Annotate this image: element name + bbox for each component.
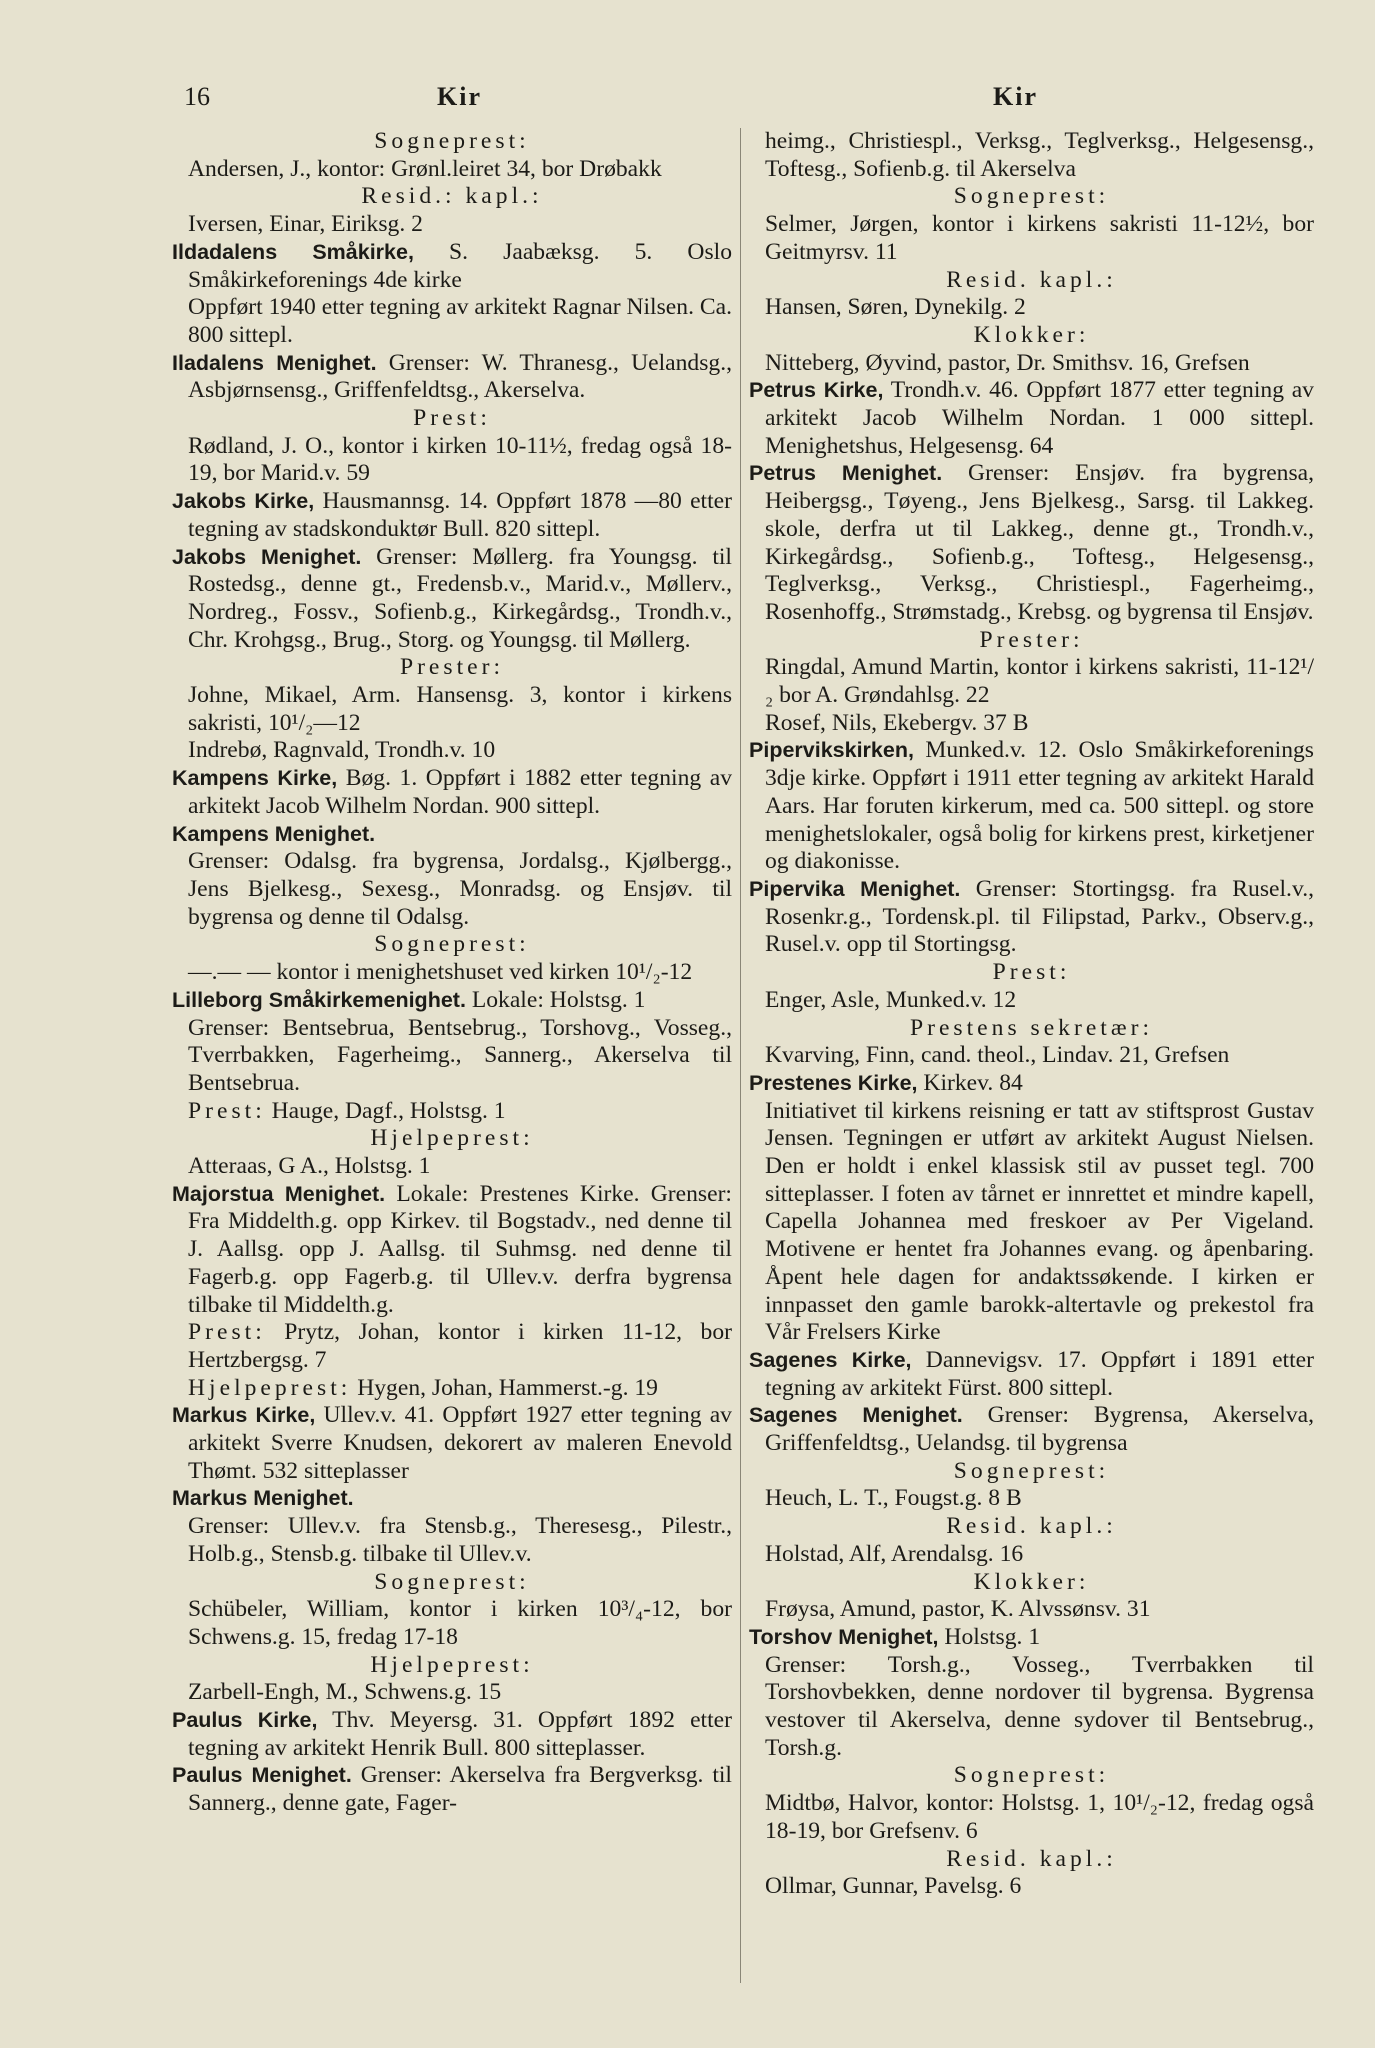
entry-text: Bøg. 1. Oppført i 1882 etter tegning av arkitekt Jacob Wilhelm Nordan. 900 sittepl. xyxy=(188,765,732,819)
entry-text: Selmer, Jørgen, kontor i kirkens sakristi 11-12½, bor Geitmyrsv. 11 xyxy=(765,211,1314,265)
church-entry xyxy=(749,1347,1314,1402)
entry-text: Initiativet til kirkens reisning er tatt av stiftsprost Gustav Jensen. Tegningen er utført av arkitekt August Nielsen. Den er holdt i enkel klassisk stil av pusset tegl. 700 sitteplasser. I foten av tårnet er innrettet et mindre kapell, Capella Johannea med freskoer av Per Vigeland. Motivene er hentet fra Johannes evang. og åpenbaring. Åpent hele dagen for andaktssøkende. I kirken er innpasset den gamle barokk-altertavle og prekestol fra Vår Frelsers Kirke xyxy=(765,1097,1314,1346)
role-line xyxy=(172,1319,732,1374)
entry-name: Pipervikskirken, xyxy=(749,738,914,763)
entry-name: Jakobs Kirke, xyxy=(172,489,315,514)
section-subheading: Hjelpeprest: xyxy=(370,1125,534,1152)
church-entry xyxy=(172,821,732,849)
entry-text: Grenser: Ensjøv. fra bygrensa, Heibergsg., Tøyeng., Jens Bjelkesg., Sarsg. til Lakkeg. skole, derfra ut til Lakkeg., denne gt., Trondh.v., Kirkegårdsg., Sofienb.g., Toftesg., Helgesensg., Teglverksg., Verksg., Christiespl., Fagerheimg., Rosenhoffg., Strømstadg., Krebsg. og bygrensa til Ensjøv. xyxy=(765,460,1315,625)
section-subheading: Prest: xyxy=(413,405,491,432)
entry-name: Majorstua Menighet. xyxy=(172,1181,386,1206)
entry-text: Oppført 1940 etter tegning av arkitekt Ragnar Nilsen. Ca. 800 sittepl. xyxy=(188,294,732,348)
entry-text: Lokale: Prestenes Kirke. Grenser: Fra Middelth.g. opp Kirkev. til Bogstadv., ned denne til J. Aallsg. opp J. Aallsg. til Suhmsg. ned denne til Fagerb.g. opp Fagerb.g. til Ullev.v. derfra bygrensa tilbake til Middelth.g. xyxy=(188,1180,732,1318)
church-entry xyxy=(172,488,732,543)
entry-text: Ringdal, Amund Martin, kontor i kirkens sakristi, 11-12¹/₂ bor A. Grøndahlsg. 22 xyxy=(765,654,1314,709)
role-holder: Hygen, Johan, Hammerst.-g. 19 xyxy=(351,1374,658,1401)
church-entry xyxy=(749,876,1314,959)
section-subheading: Klokker: xyxy=(973,1568,1090,1595)
entry-text: Grenser: Odalsg. fra bygrensa, Jordalsg., Kjølbergg., Jens Bjelkesg., Sexesg., Monradsg. og Ensjøv. til bygrensa og denne til Odalsg. xyxy=(188,848,732,930)
running-head-right: Kir xyxy=(993,82,1038,111)
entry-text: Hansen, Søren, Dynekilg. 2 xyxy=(765,294,1026,321)
section-subheading: Sogneprest: xyxy=(953,1457,1110,1484)
entry-text: Nitteberg, Øyvind, pastor, Dr. Smithsv. 16, Grefsen xyxy=(765,349,1250,376)
church-entry xyxy=(172,544,732,655)
entry-text: Rødland, J. O., kontor i kirken 10-11½, fredag også 18-19, bor Marid.v. 59 xyxy=(188,432,732,487)
church-entry xyxy=(749,737,1314,876)
church-entry xyxy=(172,1707,732,1762)
role-holder: Hauge, Dagf., Holstsg. 1 xyxy=(265,1097,506,1124)
entry-text: Kvarving, Finn, cand. theol., Lindav. 21, Grefsen xyxy=(765,1042,1230,1069)
column-divider xyxy=(740,128,741,1983)
entry-text: Trondh.v. 46. Oppført 1877 etter tegning av arkitekt Jacob Wilhelm Nordan. 1 000 sittepl. Menighetshus, Helgesensg. 64 xyxy=(765,377,1314,459)
entry-text: Hausmannsg. 14. Oppført 1878 —80 etter tegning av stadskonduktør Bull. 820 sittepl. xyxy=(188,488,732,542)
church-entry xyxy=(172,350,732,405)
entry-name: Lilleborg Småkirkemenighet. xyxy=(172,987,466,1012)
entry-text: S. Jaabæksg. 5. Oslo Småkirkeforenings 4de kirke xyxy=(188,238,732,293)
entry-text: Heuch, L. T., Fougst.g. 8 B xyxy=(765,1485,1022,1512)
entry-text: Indrebø, Ragnvald, Trondh.v. 10 xyxy=(188,737,496,764)
role-label: Prest: xyxy=(188,1097,266,1124)
church-entry xyxy=(172,239,732,294)
section-subheading: Prester: xyxy=(399,654,505,681)
entry-text: heimg., Christiespl., Verksg., Teglverksg., Helgesensg., Toftesg., Sofienb.g. til Akerselva xyxy=(765,128,1314,182)
entry-name: Sagenes Kirke, xyxy=(749,1347,912,1372)
church-entry xyxy=(749,1624,1314,1652)
entry-text: Schübeler, William, kontor i kirken 10³/₄-12, bor Schwens.g. 15, fredag 17-18 xyxy=(188,1596,732,1650)
entry-text: Lokale: Holstsg. 1 xyxy=(465,986,646,1013)
entry-text: Grenser: Møllerg. fra Youngsg. til Rostedsg., denne gt., Fredensb.v., Marid.v., Møllerv., Nordreg., Fossv., Sofienb.g., Kirkegårdsg., Trondh.v., Chr. Krohgsg., Brug., Storg. og Youngsg. til Møllerg. xyxy=(188,543,732,653)
entry-name: Petrus Menighet. xyxy=(749,461,943,486)
section-subheading: Prestens sekretær: xyxy=(909,1014,1154,1041)
role-line xyxy=(172,1098,732,1126)
entry-name: Sagenes Menighet. xyxy=(749,1403,963,1428)
entry-text: Johne, Mikael, Arm. Hansensg. 3, kontor i kirkens sakristi, 10¹/₂—12 xyxy=(188,682,732,736)
church-entry xyxy=(749,460,1314,626)
entry-text: Holstsg. 1 xyxy=(938,1623,1041,1650)
entry-name: Jakobs Menighet. xyxy=(172,544,362,569)
section-subheading: Sogneprest: xyxy=(374,931,530,958)
role-holder: Prytz, Johan, kontor i kirken 11-12, bor Hertzbergsg. 7 xyxy=(188,1319,732,1373)
entry-text: Kirkev. 84 xyxy=(917,1069,1023,1096)
church-entry xyxy=(172,1762,732,1817)
section-subheading: Sogneprest: xyxy=(374,1568,530,1595)
entry-text: Grenser: Bentsebrua, Bentsebrug., Torshovg., Vosseg., Tverrbakken, Fagerheimg., Sannerg., Akerselva til Bentsebrua. xyxy=(188,1014,732,1096)
section-subheading: Resid.: kapl.: xyxy=(361,183,543,210)
entry-name: Torshov Menighet, xyxy=(749,1624,939,1649)
church-entry xyxy=(172,987,732,1015)
entry-text: Iversen, Einar, Eiriksg. 2 xyxy=(188,211,423,238)
entry-text: Dannevigsv. 17. Oppført i 1891 etter tegning av arkitekt Fürst. 800 sittepl. xyxy=(765,1346,1314,1401)
entry-name: Markus Menighet. xyxy=(172,1486,354,1511)
entry-text: Grenser: Bygrensa, Akerselva, Griffenfeldtsg., Uelandsg. til bygrensa xyxy=(765,1402,1314,1457)
church-entry xyxy=(749,1402,1314,1457)
entry-text: Atteraas, G A., Holstsg. 1 xyxy=(188,1153,431,1180)
entry-text: Grenser: W. Thranesg., Uelandsg., Asbjørnsensg., Griffenfeldtsg., Akerselva. xyxy=(188,349,732,404)
entry-text: Grenser: Stortingsg. fra Rusel.v., Rosenkr.g., Tordensk.pl. til Filipstad, Parkv., Observ.g., Rusel.v. opp til Stortingsg. xyxy=(765,875,1315,958)
church-entry xyxy=(172,1181,732,1320)
section-subheading: Sogneprest: xyxy=(953,1762,1110,1789)
entry-text: Zarbell-Engh, M., Schwens.g. 15 xyxy=(188,1679,502,1706)
entry-name: Paulus Kirke, xyxy=(172,1708,318,1733)
entry-name: Kampens Menighet. xyxy=(172,821,376,846)
entry-text: Holstad, Alf, Arendalsg. 16 xyxy=(765,1540,1024,1567)
entry-text: Andersen, J., kontor: Grønl.leiret 34, bor Drøbakk xyxy=(188,155,662,182)
section-subheading: Resid. kapl.: xyxy=(946,1845,1117,1872)
church-entry xyxy=(749,1070,1314,1098)
church-entry xyxy=(749,377,1314,460)
page-number: 16 xyxy=(184,82,210,111)
entry-name: Paulus Menighet. xyxy=(172,1763,352,1788)
section-subheading: Prester: xyxy=(979,626,1084,653)
entry-text: Grenser: Torsh.g., Vosseg., Tverrbakken til Torshovbekken, denne nordover til bygrensa. Bygrensa vestover til Akerselva, denne sydover til Bentsebrug., Torsh.g. xyxy=(765,1651,1314,1761)
entry-text: Munked.v. 12. Oslo Småkirkeforenings 3dje kirke. Oppført i 1911 etter tegning av arkitekt Harald Aars. Har foruten kirkerum, med ca. 500 sittepl. og store menighetslokaler, også bolig for kirkens prest, kirketjener og diakonisse. xyxy=(765,737,1314,875)
section-subheading: Resid. kapl.: xyxy=(946,266,1117,293)
entry-name: Prestenes Kirke, xyxy=(749,1070,918,1095)
section-subheading: Prest: xyxy=(992,959,1071,986)
entry-text: Midtbø, Halvor, kontor: Holstsg. 1, 10¹/₂-12, fredag også 18-19, bor Grefsenv. 6 xyxy=(765,1790,1314,1844)
entry-text: Grenser: Akerselva fra Bergverksg. til Sannerg., denne gate, Fager- xyxy=(188,1762,732,1817)
section-subheading: Hjelpeprest: xyxy=(370,1651,534,1678)
entry-name: Pipervika Menighet. xyxy=(749,876,961,901)
entry-text: Ollmar, Gunnar, Pavelsg. 6 xyxy=(765,1873,1022,1900)
section-subheading: Klokker: xyxy=(973,321,1090,348)
entry-text: Rosef, Nils, Ekebergv. 37 B xyxy=(765,709,1029,736)
section-subheading: Resid. kapl.: xyxy=(946,1513,1117,1540)
entry-text: —.— — kontor i menighetshuset ved kirken 10¹/₂-12 xyxy=(188,959,693,986)
church-entry xyxy=(172,1402,732,1485)
entry-text: Frøysa, Amund, pastor, K. Alvssønsv. 31 xyxy=(765,1596,1151,1623)
running-head-left: Kir xyxy=(437,82,482,111)
entry-text: Ullev.v. 41. Oppført 1927 etter tegning av arkitekt Sverre Knudsen, dekorert av maleren Enevold Thømt. 532 sitteplasser xyxy=(188,1402,732,1484)
section-subheading: Sogneprest: xyxy=(374,128,530,154)
church-entry xyxy=(172,765,732,820)
entry-name: Iladalens Menighet. xyxy=(172,350,377,375)
section-subheading: Sogneprest: xyxy=(953,183,1110,210)
entry-text: Grenser: Ullev.v. fra Stensb.g., Theresesg., Pilestr., Holb.g., Stensb.g. tilbake til Ullev.v. xyxy=(188,1513,732,1567)
church-entry xyxy=(172,1485,732,1513)
role-label: Prest: xyxy=(188,1319,266,1346)
right-column xyxy=(749,128,1314,1901)
left-column xyxy=(172,128,732,1818)
entry-text: Thv. Meyersg. 31. Oppført 1892 etter tegning av arkitekt Henrik Bull. 800 sitteplasser. xyxy=(188,1707,732,1761)
entry-text: Enger, Asle, Munked.v. 12 xyxy=(765,986,1017,1013)
entry-name: Petrus Kirke, xyxy=(749,378,884,403)
role-label: Hjelpeprest: xyxy=(188,1374,352,1401)
entry-name: Markus Kirke, xyxy=(172,1403,316,1428)
role-line xyxy=(172,1375,732,1403)
entry-name: Kampens Kirke, xyxy=(172,766,338,791)
entry-name: Ildadalens Småkirke, xyxy=(172,239,414,264)
